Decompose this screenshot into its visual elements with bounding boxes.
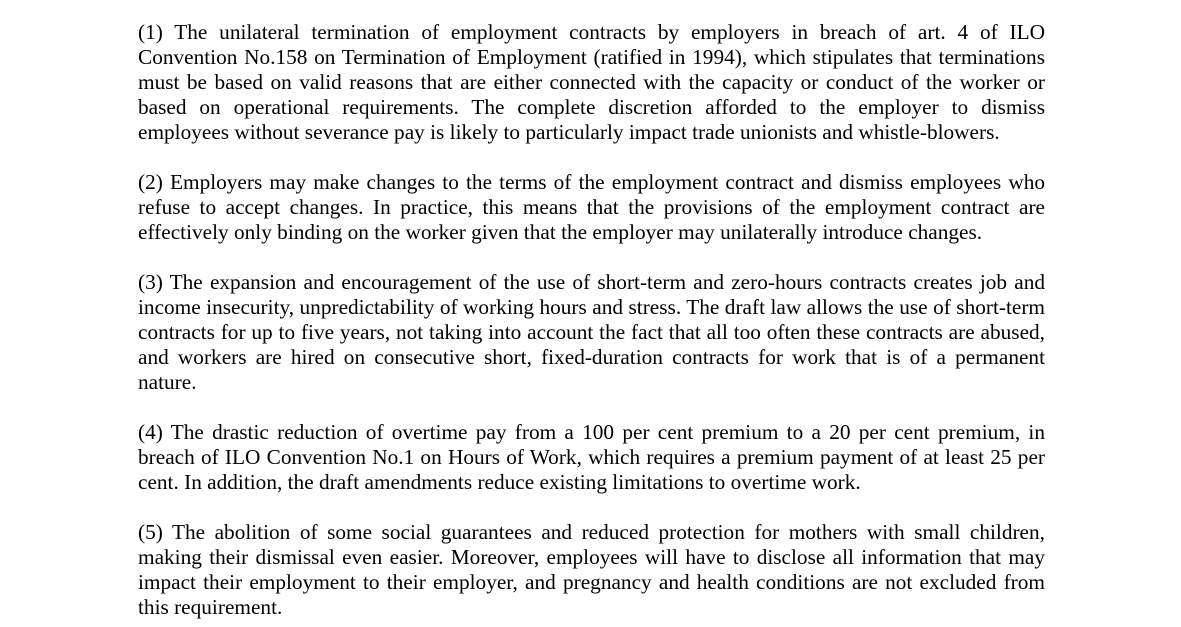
paragraph-4: (4) The drastic reduction of overtime pay from a 100 per cent premium to a 20 per cent premium, in breach of ILO Convention No.1 on Hours of Work, which requires a premium payment of at least 25 per cent. In addition, the draft amendments reduce existing limitations to overtime work.	[138, 420, 1045, 494]
paragraph-2: (2) Employers may make changes to the terms of the employment contract and dismiss employees who refuse to accept changes. In practice, this means that the provisions of the employment contract are effectively only binding on the worker given that the employer may unilaterally introduce changes.	[138, 170, 1045, 244]
document-body	[138, 20, 1045, 620]
paragraph-5: (5) The abolition of some social guarantees and reduced protection for mothers with small children, making their dismissal even easier. Moreover, employees will have to disclose all information that may impact their employment to their employer, and pregnancy and health conditions are not excluded from this requirement.	[138, 520, 1045, 619]
paragraph-3: (3) The expansion and encouragement of the use of short-term and zero-hours contracts creates job and income insecurity, unpredictability of working hours and stress. The draft law allows the use of short-term contracts for up to five years, not taking into account the fact that all too often these contracts are abused, and workers are hired on consecutive short, fixed-duration contracts for work that is of a permanent nature.	[138, 270, 1045, 394]
paragraph-1: (1) The unilateral termination of employment contracts by employers in breach of art. 4 of ILO Convention No.158 on Termination of Employment (ratified in 1994), which stipulates that terminations must be based on valid reasons that are either connected with the capacity or conduct of the worker or based on operational requirements. The complete discretion afforded to the employer to dismiss employees without severance pay is likely to particularly impact trade unionists and whistle-blowers.	[138, 20, 1045, 144]
